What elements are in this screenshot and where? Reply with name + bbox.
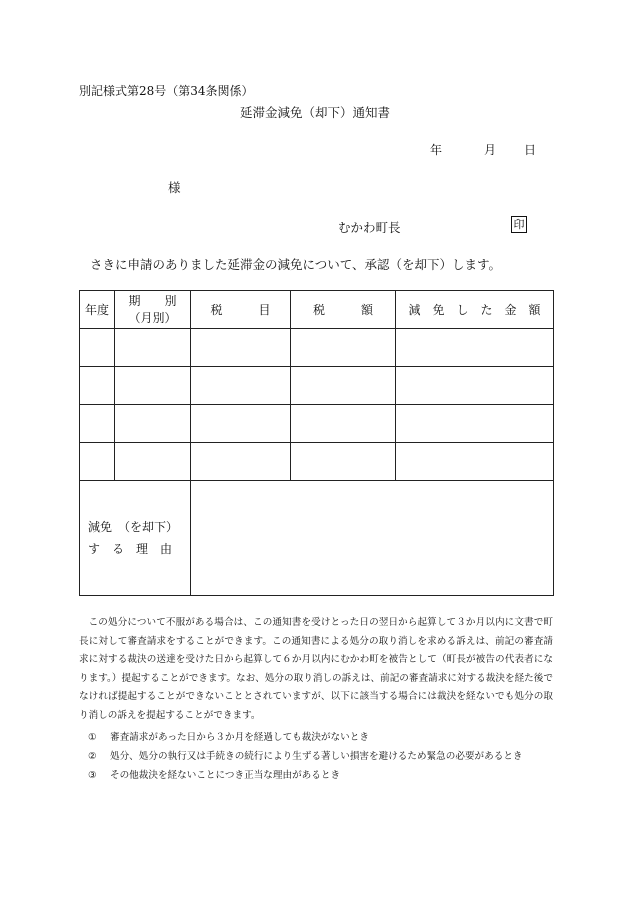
cell-tax-item[interactable]	[191, 405, 291, 443]
reason-label	[80, 481, 191, 596]
reason-label-line2: す る 理 由	[88, 542, 173, 556]
cell-year[interactable]	[80, 367, 115, 405]
date-year: 年	[430, 143, 443, 157]
cell-tax-amount[interactable]	[291, 329, 396, 367]
cell-period[interactable]	[115, 405, 191, 443]
issuer-name: むかわ町長	[338, 220, 401, 235]
header-period	[115, 291, 191, 329]
date-month: 月	[483, 143, 496, 157]
item-text: 審査請求があった日から３か月を経過しても裁決がないとき	[110, 732, 369, 743]
header-tax-amount: 税 額	[291, 291, 396, 329]
header-reduced-amount: 減 免 し た 金 額	[396, 291, 554, 329]
form-number: 別記様式第28号（第34条関係）	[79, 84, 254, 98]
list-item	[88, 766, 523, 785]
notice-text: この処分について不服がある場合は、この通知書を受けとった日の翌日から起算して３か月以内に文書で町長に対して審査請求をすることができます。この通知書による処分の取り消しを求める訴えは、前記の審査請求に対する裁決の送達を受けた日から起算して６か月以内にむかわ町を被告として（町長が被告の代表者になります。）提起することができます。なお、処分の取り消しの訴えは、前記の審査請求に対する裁決を経た後でなければ提起することができないこととされていますが、以下に該当する場合には裁決を経ないでも処分の取り消しの訴えを提起することができます。	[79, 617, 553, 721]
cell-reduced-amount[interactable]	[396, 405, 554, 443]
item-number: ③	[88, 770, 97, 781]
cell-period[interactable]	[115, 367, 191, 405]
intro-text: さきに申請のありました延滞金の減免について、承認（を却下）します。	[90, 257, 502, 272]
list-item	[88, 747, 523, 766]
cell-reduced-amount[interactable]	[396, 443, 554, 481]
cell-tax-item[interactable]	[191, 443, 291, 481]
item-text: 処分、処分の執行又は手続きの続行により生ずる著しい損害を避けるため緊急の必要があるとき	[110, 751, 523, 762]
cell-tax-amount[interactable]	[291, 443, 396, 481]
cell-tax-item[interactable]	[191, 329, 291, 367]
table-row	[80, 367, 554, 405]
item-number: ②	[88, 751, 97, 762]
date-line	[430, 141, 550, 158]
list-item	[88, 728, 523, 747]
date-day: 日	[523, 143, 536, 157]
reason-field[interactable]	[191, 481, 554, 596]
reason-label-line1: 減免 （を却下）	[88, 520, 179, 534]
reduction-table	[79, 290, 554, 596]
appeal-notice	[79, 614, 553, 726]
table-row	[80, 405, 554, 443]
cell-year[interactable]	[80, 405, 115, 443]
reason-row	[80, 481, 554, 596]
seal-mark: 印	[511, 216, 527, 233]
cell-tax-item[interactable]	[191, 367, 291, 405]
header-tax-item: 税 目	[191, 291, 291, 329]
table-row	[80, 329, 554, 367]
cell-period[interactable]	[115, 329, 191, 367]
header-period-top: 期 別	[128, 293, 177, 308]
table-header-row	[80, 291, 554, 329]
cell-reduced-amount[interactable]	[396, 329, 554, 367]
addressee-suffix: 様	[168, 180, 181, 195]
cell-tax-amount[interactable]	[291, 367, 396, 405]
cell-period[interactable]	[115, 443, 191, 481]
cell-year[interactable]	[80, 443, 115, 481]
cell-tax-amount[interactable]	[291, 405, 396, 443]
table-row	[80, 443, 554, 481]
item-number: ①	[88, 732, 97, 743]
item-text: その他裁決を経ないことにつき正当な理由があるとき	[110, 770, 341, 781]
header-period-bottom: （月別）	[128, 310, 177, 325]
document-title: 延滞金減免（却下）通知書	[239, 105, 390, 120]
cell-reduced-amount[interactable]	[396, 367, 554, 405]
exception-list	[88, 728, 523, 785]
header-year: 年度	[80, 291, 115, 329]
cell-year[interactable]	[80, 329, 115, 367]
